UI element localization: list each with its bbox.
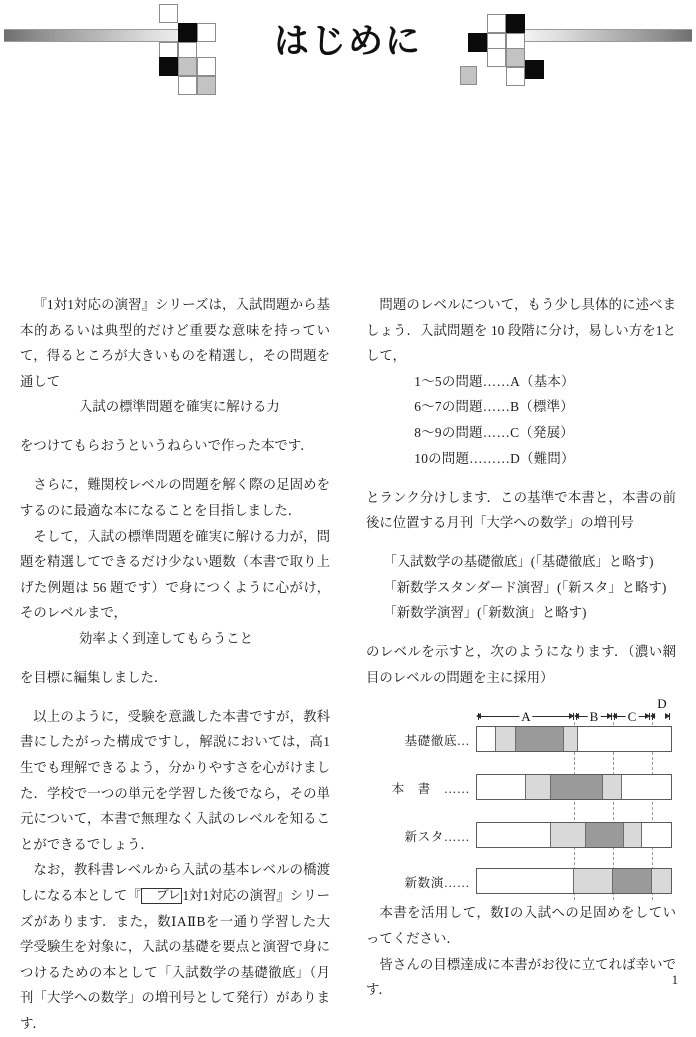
- level-item-d: 10の問題………D（難問）: [414, 450, 575, 466]
- axis-label-a: A: [519, 704, 532, 730]
- chart-bar-segment-light: [574, 869, 613, 893]
- paragraph-level-intro: 問題のレベルについて，もう少し具体的に述べましょう．入試問題を 10 段階に分け，易しい方を1として，: [366, 297, 676, 364]
- deco-square: [197, 76, 216, 95]
- chart-bar-row: [366, 822, 672, 848]
- chart-bar-segment-empty: [642, 823, 671, 847]
- paragraph-closing-2: 皆さんの目標達成に本書がお役に立てれば幸いです．: [366, 956, 676, 998]
- axis-label-b: B: [588, 704, 601, 730]
- page-number: 1: [671, 973, 678, 987]
- level-item-b: 6〜7の問題……B（標準）: [414, 399, 574, 415]
- chart-bar-label: 本 書 ……: [391, 782, 470, 797]
- chart-bar-segment-light: [526, 775, 551, 799]
- chart-bar-track: [476, 726, 672, 752]
- paragraph-aim-cont: をつけてもらおうというねらいで作った本です．: [20, 438, 314, 454]
- level-item-c: 8〜9の問題……C（発展）: [414, 424, 574, 440]
- page-title: はじめに: [273, 22, 422, 62]
- chart-bar-segment-empty: [477, 823, 551, 847]
- related-books-prefix: なお，教科書レベルから入試の基本レベルの橋渡しになる本として『: [20, 862, 330, 904]
- right-column: [366, 292, 676, 1003]
- page-header: [0, 0, 696, 95]
- chart-bar-track: [476, 774, 672, 800]
- chart-bar-segment-empty: [477, 775, 526, 799]
- related-books-suffix: 1対1対応の演習』シリーズがあります．また，数ⅠAⅡBを一通り学習した大学受験生を対象に，入試の基礎を要点と演習で身につけるための本として「入試数学の基礎徹底」（月刊「大学への数学」の増刊号として発行）があります．: [20, 888, 331, 1031]
- chart-bar-segment-light: [496, 727, 515, 751]
- chart-bar-segment-light: [652, 869, 671, 893]
- chart-bar-segment-empty: [477, 869, 574, 893]
- book-item-shin-suen: 「新数学演習」(「新数演」と略す): [383, 605, 587, 621]
- paragraph-textbook-level: 以上のように，受験を意識した本書ですが，教科書にしたがった構成ですし，解説においては，高1生でも理解できるよう，分かりやすさを心がけました．学校で一つの単元を学習した後でなら，その単元について，本書で無理なく入試のレベルを知ることができるでしょう．: [20, 708, 330, 852]
- highlight-line-efficiency: 効率よく到達してもらうこと: [78, 630, 254, 646]
- axis-label-c: C: [626, 704, 639, 730]
- chart-bar-row: [366, 726, 672, 752]
- paragraph-advanced-prep: さらに，難関校レベルの問題を解く際の足固めをするのに最適な本になることを目指しました．: [20, 477, 330, 518]
- deco-square: [460, 66, 477, 85]
- chart-bar-segment-empty: [578, 727, 671, 751]
- chart-bar-row: [366, 774, 672, 800]
- chart-bar-segment-light: [564, 727, 578, 751]
- left-column: [20, 292, 330, 1037]
- paragraph-goal-cont: を目標に編集しました．: [20, 669, 168, 685]
- paragraph-related-books: [20, 857, 330, 1036]
- paragraph-closing-1: 本書を活用して，数Ⅰの入試への足固めをしていってください．: [366, 905, 676, 947]
- chart-bar-segment-empty: [477, 727, 496, 751]
- chart-bar-track: [476, 822, 672, 848]
- chart-bar-row: [366, 868, 672, 894]
- book-item-kiso-tettei: 「入試数学の基礎徹底」(「基礎徹底」と略す): [383, 554, 654, 570]
- paragraph-problem-count: そして，入試の標準問題を確実に解ける力が，問題を精選してできるだけ少ない題数（本書で取り上げた例題は 56 題です）で身につくように心がけ，そのレベルまで，: [20, 528, 330, 621]
- paragraph-chart-lead: のレベルを示すと，次のようになります．（濃い網目のレベルの問題を主に採用）: [366, 644, 676, 685]
- chart-bar-segment-empty: [622, 775, 671, 799]
- pre-badge: プレ: [141, 888, 183, 904]
- chart-bar-track: [476, 868, 672, 894]
- chart-bar-label: 新スタ……: [404, 830, 470, 845]
- chart-bar-label: 新数演……: [404, 876, 470, 891]
- level-distribution-chart: [366, 696, 676, 900]
- chart-bar-segment-dark: [516, 727, 565, 751]
- chart-bar-segment-dark: [613, 869, 652, 893]
- paragraph-rank-basis: とランク分けします．この基準で本書と，本書の前後に位置する月刊「大学への数学」の増刊号: [366, 489, 676, 531]
- paragraph-series-intro: 『1対1対応の演習』シリーズは，入試問題から基本的あるいは典型的だけど重要な意味を持っていて，得るところが大きいものを精選し，その問題を通して: [20, 297, 330, 389]
- level-item-a: 1〜5の問題……A（基本）: [414, 373, 575, 389]
- chart-bar-label: 基礎徹底…: [404, 734, 470, 749]
- highlight-line-power: 入試の標準問題を確実に解ける力: [78, 399, 280, 415]
- chart-bar-segment-dark: [551, 775, 603, 799]
- book-item-shin-suta: 「新数学スタンダード演習」(「新スタ」と略す): [383, 579, 667, 595]
- chart-bar-segment-light: [624, 823, 641, 847]
- deco-square: [506, 67, 525, 86]
- chart-bar-segment-light: [551, 823, 586, 847]
- axis-arrow-right-d: [665, 713, 670, 719]
- chart-bar-segment-dark: [586, 823, 625, 847]
- deco-square: [178, 76, 197, 95]
- chart-bar-segment-light: [603, 775, 622, 799]
- axis-label-d: D: [655, 691, 668, 717]
